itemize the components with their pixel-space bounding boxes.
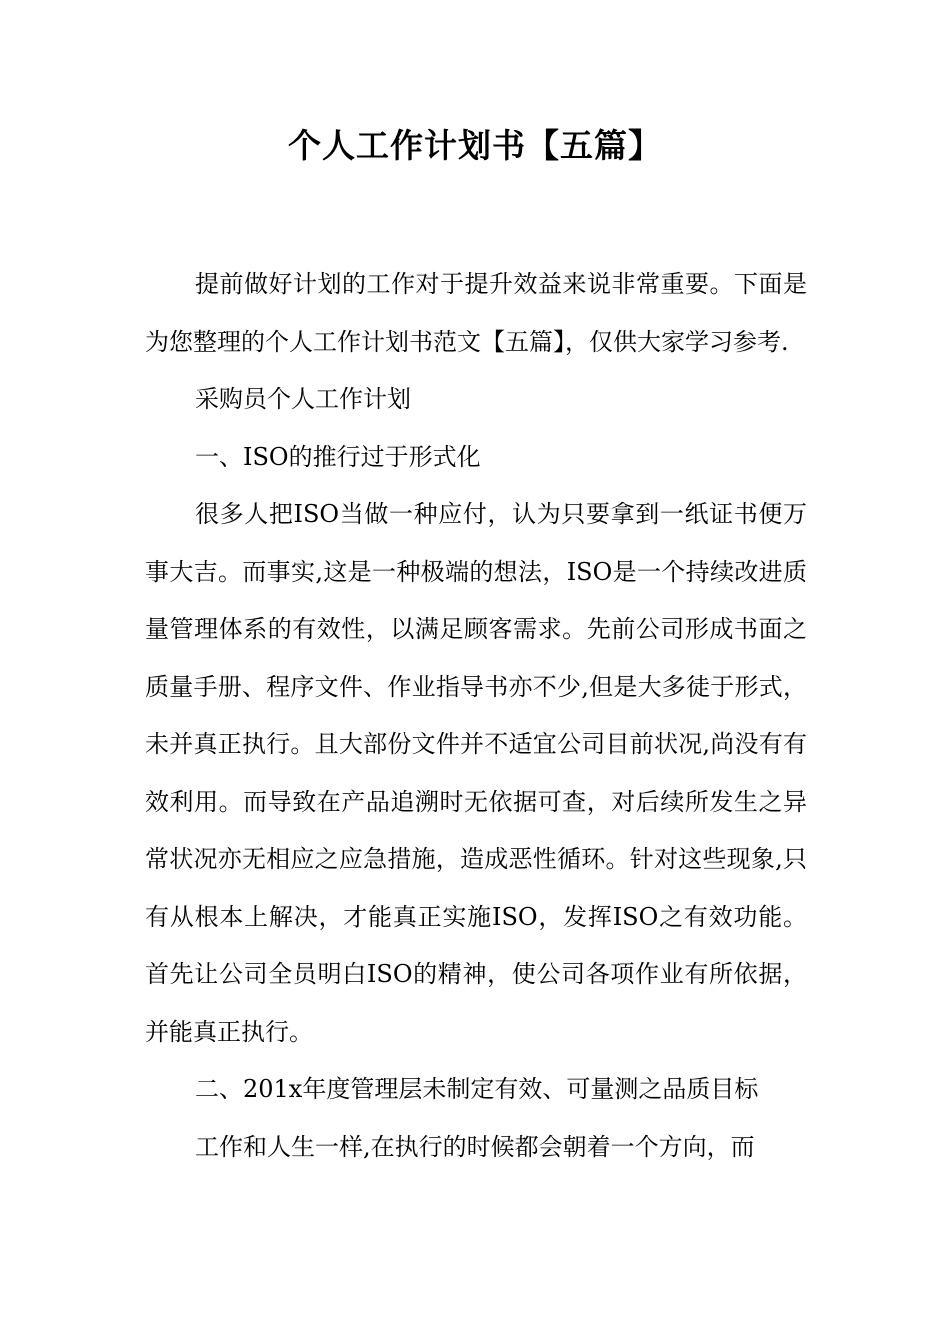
document-title: 个人工作计划书【五篇】 <box>288 126 662 165</box>
section-heading: 采购员个人工作计划 <box>195 385 411 413</box>
document-body <box>145 256 807 1176</box>
subsection-heading: 二、201x年度管理层未制定有效、可量测之品质目标 <box>195 1075 759 1103</box>
body-paragraph: 工作和人生一样,在执行的时候都会朝着一个方向，而 <box>195 1132 755 1161</box>
subsection-heading: 一、ISO的推行过于形式化 <box>195 442 481 471</box>
intro-paragraph: 提前做好计划的工作对于提升效益来说非常重要。下面是为您整理的个人工作计划书范文【五篇】，仅供大家学习参考. <box>145 270 807 356</box>
body-paragraph: 很多人把ISO当做一种应付，认为只要拿到一纸证书便万事大吉。而事实,这是一种极端的想法，ISO是一个持续改进质量管理体系的有效性，以满足顾客需求。先前公司形成书面之质量手册、程序文件、作业指导书亦不少,但是大多徒于形式，未并真正执行。且大部份文件并不适宜公司目前状况,尚没有有效利用。而导致在产品追溯时无依据可查，对后续所发生之异常状况亦无相应之应急措施，造成恶性循环。针对这些现象,只有从根本上解决，才能真正实施ISO，发挥ISO之有效功能。首先让公司全员明白ISO的精神，使公司各项作业有所依据，并能真正执行。 <box>145 500 807 1046</box>
